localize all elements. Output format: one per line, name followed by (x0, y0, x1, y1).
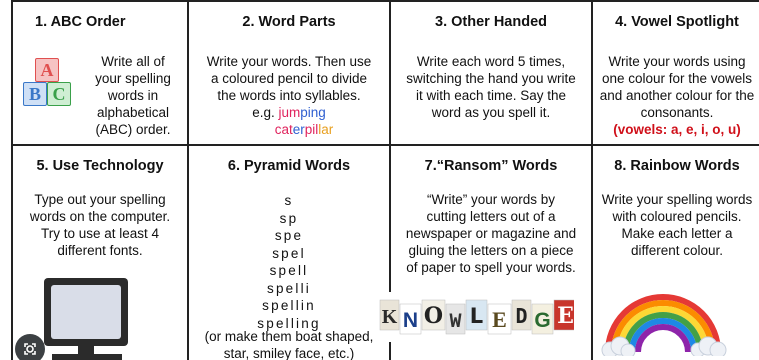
body-line: a coloured pencil to divide (210, 71, 368, 86)
rainbow-icon (598, 280, 728, 360)
pyramid-row: spelling (257, 315, 321, 331)
body-line: Write your spelling words (601, 192, 753, 207)
ransom-letters-image (378, 292, 574, 347)
syllable: lar (318, 122, 334, 137)
syllable: pil (304, 122, 319, 137)
body-line: star, smiley face, etc.) (223, 346, 355, 360)
ransom-letter: L (469, 304, 484, 328)
cell-word-parts (189, 2, 391, 146)
lens-icon (22, 341, 38, 357)
body-line: the words into syllables. (217, 88, 361, 103)
body-line: alphabetical (96, 105, 170, 120)
syllable: jum (278, 105, 301, 120)
cell-title: 2. Word Parts (242, 14, 336, 30)
computer-monitor-icon (38, 274, 150, 360)
body-line: Write all of (101, 54, 165, 69)
cell-vowel-spotlight (593, 2, 759, 146)
body-line: switching the hand you write (406, 71, 576, 86)
example-line-2 (191, 121, 387, 138)
body-line: it with each time. Say the (415, 88, 567, 103)
body-line: “Write” your words by (426, 192, 556, 207)
cell-abc-order (13, 2, 189, 146)
body-line: Write each word 5 times, (416, 54, 566, 69)
cell-title: 7.“Ransom” Words (424, 158, 558, 174)
ransom-letter: K (381, 306, 398, 328)
body-line: Type out your spelling (34, 192, 166, 207)
body-line: and another colour for the (599, 88, 755, 103)
syllable: er (292, 122, 305, 137)
pyramid-row: spellin (262, 298, 316, 313)
eg-label: e.g. (252, 105, 275, 120)
pyramid-row: s (284, 193, 294, 208)
cell-title: 1. ABC Order (35, 14, 126, 30)
cell-body (15, 191, 185, 259)
ransom-letter: E (557, 303, 574, 329)
cell-body (191, 53, 387, 138)
block-b: B (23, 82, 47, 106)
pyramid-row: spel (272, 245, 306, 261)
pyramid-note (191, 328, 387, 360)
cell-title: 5. Use Technology (36, 158, 164, 174)
ransom-letter: W (449, 311, 462, 334)
cell-title: 4. Vowel Spotlight (615, 14, 739, 30)
cell-title: 6. Pyramid Words (227, 158, 351, 174)
abc-blocks-icon (21, 58, 77, 112)
cell-body (595, 191, 759, 259)
body-line: different fonts. (57, 243, 143, 258)
lens-search-button[interactable] (15, 334, 45, 360)
cell-body (595, 53, 759, 138)
cell-other-handed (391, 2, 593, 146)
pyramid-row: spell (269, 263, 309, 278)
body-line: cutting letters out of a (426, 209, 556, 224)
ransom-letter: O (423, 303, 444, 329)
body-line: word as you spell it. (431, 105, 551, 120)
cell-body (393, 53, 589, 121)
syllable: cat (274, 122, 293, 137)
body-line: different colour. (630, 243, 724, 258)
pyramid (189, 192, 389, 332)
vowels-note: (vowels: a, e, i, o, u) (613, 122, 741, 137)
ransom-letter: E (492, 307, 507, 332)
body-line: Make each letter a (621, 226, 733, 241)
cell-body (393, 191, 589, 276)
body-line: Try to use at least 4 (40, 226, 160, 241)
block-a: A (35, 58, 59, 82)
cell-title: 3. Other Handed (435, 14, 547, 30)
pyramid-row: spe (274, 228, 304, 243)
body-line: one colour for the vowels (601, 71, 753, 86)
example-line-1 (191, 104, 387, 121)
block-c: C (47, 82, 71, 106)
body-line: Write your words using (608, 54, 746, 69)
body-line: (or make them boat shaped, (204, 329, 374, 344)
body-line: words in (107, 88, 159, 103)
body-line: your spelling (95, 71, 171, 86)
cell-pyramid-words (189, 146, 391, 360)
pyramid-row: spelli (267, 280, 311, 296)
cell-body (83, 53, 183, 138)
body-line: of paper to spell your words. (406, 260, 576, 275)
body-line: words on the computer. (29, 209, 171, 224)
body-line: Write your words. Then use (206, 54, 372, 69)
body-line: consonants. (640, 105, 714, 120)
body-line: newspaper or magazine and (405, 226, 577, 241)
body-line: with coloured pencils. (612, 209, 742, 224)
ransom-letter: N (402, 309, 419, 332)
ransom-letter: G (534, 309, 551, 332)
pyramid-row: sp (279, 210, 299, 226)
body-line: (ABC) order. (95, 122, 171, 137)
cell-title: 8. Rainbow Words (614, 158, 740, 174)
syllable: ping (300, 105, 326, 120)
ransom-letter: D (515, 304, 528, 328)
body-line: gluing the letters on a piece (408, 243, 574, 258)
